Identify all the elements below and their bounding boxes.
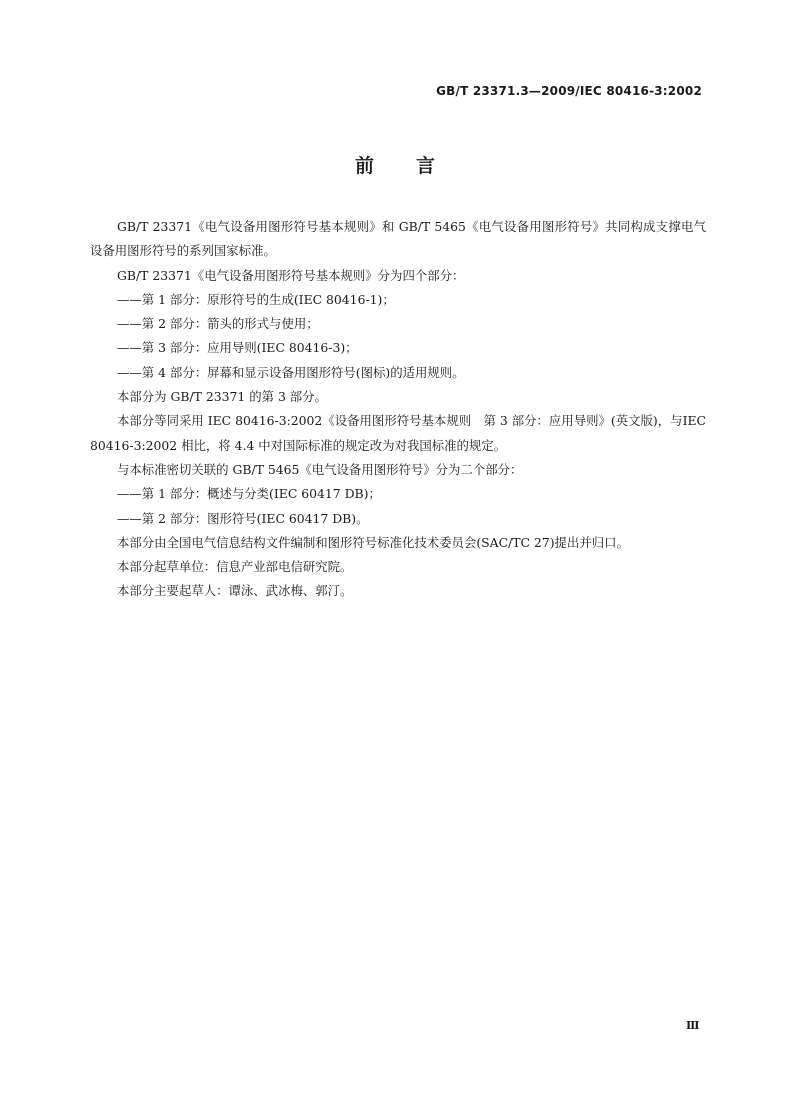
foreword-body bbox=[90, 215, 706, 604]
title-char-1: 前 bbox=[354, 155, 376, 177]
paragraph-intro: GB/T 23371《电气设备用图形符号基本规则》和 GB/T 5465《电气设备用图形符号》共同构成支撑电气设备用图形符号的系列国家标准。 bbox=[90, 219, 706, 259]
standard-number: GB/T 23371.3—2009/IEC 80416-3:2002 bbox=[436, 84, 702, 98]
paragraph-this-part: 本部分为 GB/T 23371 的第 3 部分。 bbox=[117, 389, 327, 405]
list-item-part-4: ——第 4 部分：屏幕和显示设备用图形符号(图标)的适用规则。 bbox=[117, 364, 465, 380]
title-char-2: 言 bbox=[416, 155, 438, 177]
page-number: Ⅲ bbox=[686, 1019, 699, 1032]
page-title bbox=[0, 151, 792, 178]
list-item-related-part-2: ——第 2 部分：图形符号(IEC 60417 DB)。 bbox=[117, 510, 369, 526]
paragraph-drafters: 本部分主要起草人：谭泳、武冰梅、郭汀。 bbox=[117, 583, 353, 599]
paragraph-proposed-by: 本部分由全国电气信息结构文件编制和图形符号标准化技术委员会(SAC/TC 27)提出并归口。 bbox=[117, 534, 629, 550]
list-item-part-3: ——第 3 部分：应用导则(IEC 80416-3)； bbox=[117, 340, 358, 356]
paragraph-related-standard: 与本标准密切关联的 GB/T 5465《电气设备用图形符号》分为二个部分： bbox=[117, 461, 523, 477]
paragraph-parts-overview: GB/T 23371《电气设备用图形符号基本规则》分为四个部分： bbox=[117, 267, 465, 283]
list-item-related-part-1: ——第 1 部分：概述与分类(IEC 60417 DB)； bbox=[117, 486, 381, 502]
list-item-part-2: ——第 2 部分：箭头的形式与使用； bbox=[117, 316, 319, 332]
list-item-part-1: ——第 1 部分：原形符号的生成(IEC 80416-1)； bbox=[117, 291, 395, 307]
paragraph-equivalence: 本部分等同采用 IEC 80416-3:2002《设备用图形符号基本规则 第 3 部分：应用导则》(英文版)，与IEC 80416-3:2002 相比，将 4.4 中对国际标准的规定改为对我国标准的规定。 bbox=[90, 413, 706, 453]
paragraph-drafting-unit: 本部分起草单位：信息产业部电信研究院。 bbox=[117, 559, 353, 575]
